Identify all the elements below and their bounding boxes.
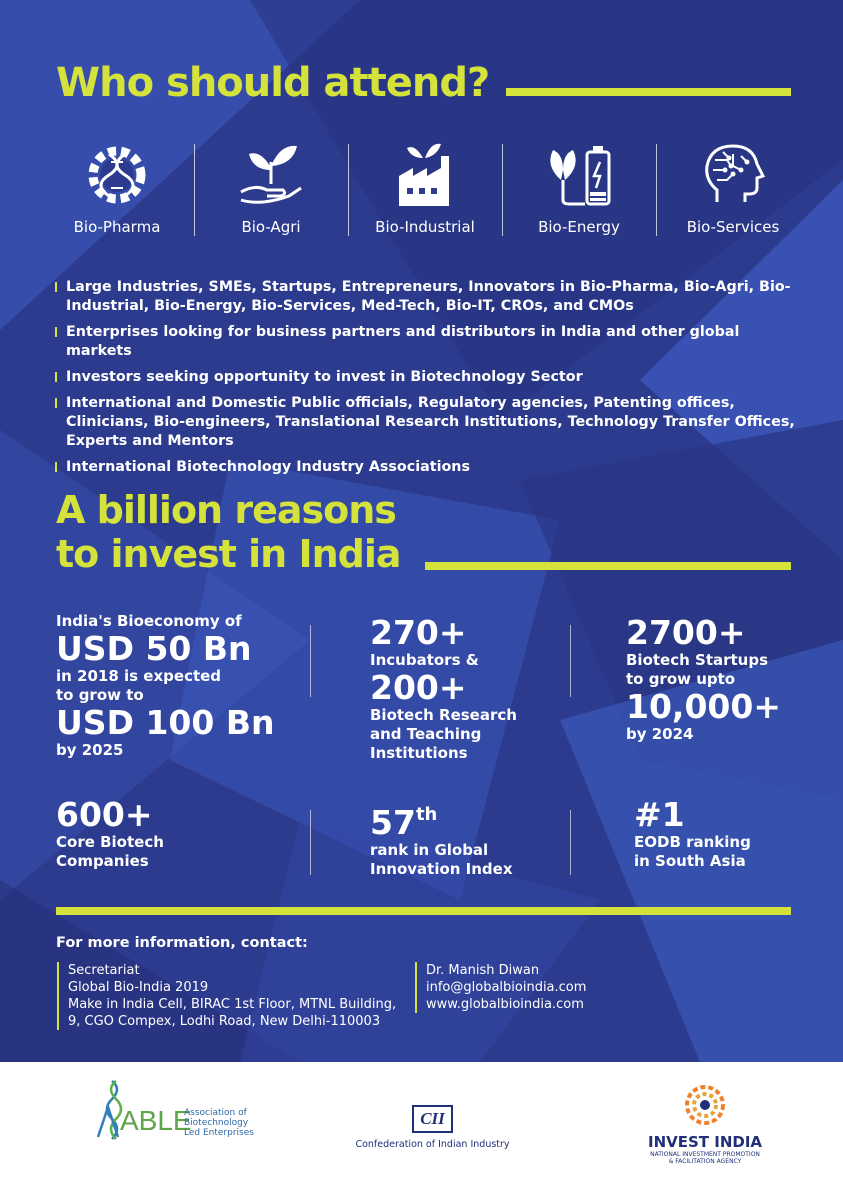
hand-plant-icon <box>231 140 311 210</box>
contact-line: 9, CGO Compex, Lodhi Road, New Delhi-110003 <box>68 1014 381 1029</box>
able-fullname <box>184 1108 254 1138</box>
stat-text: India's Bioeconomy of <box>56 612 242 630</box>
stat-innovation-rank <box>370 797 513 879</box>
contact-email[interactable]: info@globalbioindia.com <box>426 980 587 995</box>
factory-plant-icon <box>385 140 465 210</box>
category-bio-energy <box>502 140 656 250</box>
stat-value: #1 <box>634 795 685 834</box>
invest-underline-bar <box>425 562 791 570</box>
stat-value: USD 100 Bn <box>56 703 275 742</box>
divider <box>310 810 311 875</box>
stat-text: Biotech Research <box>370 706 517 724</box>
dna-gear-icon <box>77 140 157 210</box>
stat-text: by 2025 <box>56 741 124 759</box>
stat-text: in South Asia <box>634 852 746 870</box>
stat-value: 2700+ <box>626 613 746 652</box>
contact-website[interactable]: www.globalbioindia.com <box>426 997 584 1012</box>
stat-text: EODB ranking <box>634 833 751 851</box>
category-label: Bio-Energy <box>538 218 620 236</box>
category-label: Bio-Services <box>686 218 780 236</box>
title-underline-bar <box>506 88 791 96</box>
brain-head-icon <box>693 140 773 210</box>
stat-text: by 2024 <box>626 725 694 743</box>
stat-text: Incubators & <box>370 651 479 669</box>
contact-secretariat <box>57 962 396 1030</box>
leaf-battery-icon <box>539 140 619 210</box>
category-bio-industrial <box>348 140 502 250</box>
category-bio-services <box>656 140 810 250</box>
stat-text: Companies <box>56 852 149 870</box>
category-label: Bio-Industrial <box>375 218 475 236</box>
list-item: International and Domestic Public officials, Regulatory agencies, Patenting offices, Clinicians, Bio-engineers, Translational Research Institutions, Technology Transfer Offices, Experts and Mentors <box>55 394 795 451</box>
divider <box>570 810 571 875</box>
category-bio-pharma <box>40 140 194 250</box>
stat-value: 270+ <box>370 613 467 652</box>
stat-text: Biotech Startups <box>626 651 769 669</box>
category-bio-agri <box>194 140 348 250</box>
stat-text: Institutions <box>370 744 468 762</box>
list-item: Enterprises looking for business partners and distributors in India and other global markets <box>55 323 795 361</box>
category-label: Bio-Agri <box>241 218 301 236</box>
able-line: Association of <box>184 1108 247 1118</box>
stat-bioeconomy <box>56 612 274 760</box>
rank-number: 57 <box>370 803 416 842</box>
cii-logo <box>350 1105 515 1150</box>
divider <box>310 625 311 697</box>
contact-heading: For more information, contact: <box>56 935 308 951</box>
contact-person <box>415 962 586 1013</box>
stat-text: in 2018 is expected <box>56 667 222 685</box>
contact-name: Dr. Manish Diwan <box>426 963 540 978</box>
contact-line: Global Bio-India 2019 <box>68 980 209 995</box>
able-logo <box>92 1075 286 1163</box>
contact-divider-bar <box>56 907 791 915</box>
list-item: International Biotechnology Industry Associations <box>55 458 795 477</box>
invest-india-line: NATIONAL INVESTMENT PROMOTION <box>650 1151 760 1158</box>
stat-text: rank in Global <box>370 841 489 859</box>
stat-value: 10,000+ <box>626 687 781 726</box>
who-title: Who should attend? <box>56 60 490 106</box>
able-line: Led Enterprises <box>184 1128 254 1138</box>
list-item: Investors seeking opportunity to invest in Biotechnology Sector <box>55 368 795 387</box>
able-line: Biotechnology <box>184 1118 249 1128</box>
stat-text: Innovation Index <box>370 860 513 878</box>
stat-incubators <box>370 615 517 763</box>
invest-title <box>56 488 401 576</box>
divider <box>570 625 571 697</box>
cii-mark: CII <box>412 1105 453 1133</box>
stat-value: 200+ <box>370 668 467 707</box>
stat-value: 600+ <box>56 795 153 834</box>
stat-value: USD 50 Bn <box>56 629 252 668</box>
category-icons <box>40 140 810 250</box>
stat-eodb-ranking <box>634 797 751 871</box>
invest-title-line1: A billion reasons <box>56 488 396 532</box>
able-wordmark: ABLE <box>120 1105 192 1136</box>
contact-line: Secretariat <box>68 963 140 978</box>
stat-text: to grow upto <box>626 670 736 688</box>
invest-india-emblem-icon <box>683 1083 727 1127</box>
invest-india-line: & FACILITATION AGENCY <box>668 1158 742 1165</box>
category-label: Bio-Pharma <box>73 218 161 236</box>
invest-title-line2: to invest in India <box>56 532 401 576</box>
stat-startups <box>626 615 781 744</box>
stat-text: to grow to <box>56 686 144 704</box>
able-tagline: The collective face of the Indian Biotech Industry <box>98 1152 286 1161</box>
cii-name: Confederation of Indian Industry <box>355 1139 510 1150</box>
stat-core-companies <box>56 797 164 871</box>
invest-india-logo <box>635 1083 775 1165</box>
stat-value <box>370 797 513 841</box>
stat-text: Core Biotech <box>56 833 164 851</box>
stat-text: and Teaching <box>370 725 482 743</box>
contact-line: Make in India Cell, BIRAC 1st Floor, MTNL Building, <box>68 997 397 1012</box>
rank-suffix: th <box>415 804 438 825</box>
list-item: Large Industries, SMEs, Startups, Entrepreneurs, Innovators in Bio-Pharma, Bio-Agri, Bio-Industrial, Bio-Energy, Bio-Services, Med-Tech, Bio-IT, CROs, and CMOs <box>55 278 795 316</box>
invest-india-name: INVEST INDIA <box>647 1133 763 1151</box>
attendee-list <box>55 278 795 484</box>
